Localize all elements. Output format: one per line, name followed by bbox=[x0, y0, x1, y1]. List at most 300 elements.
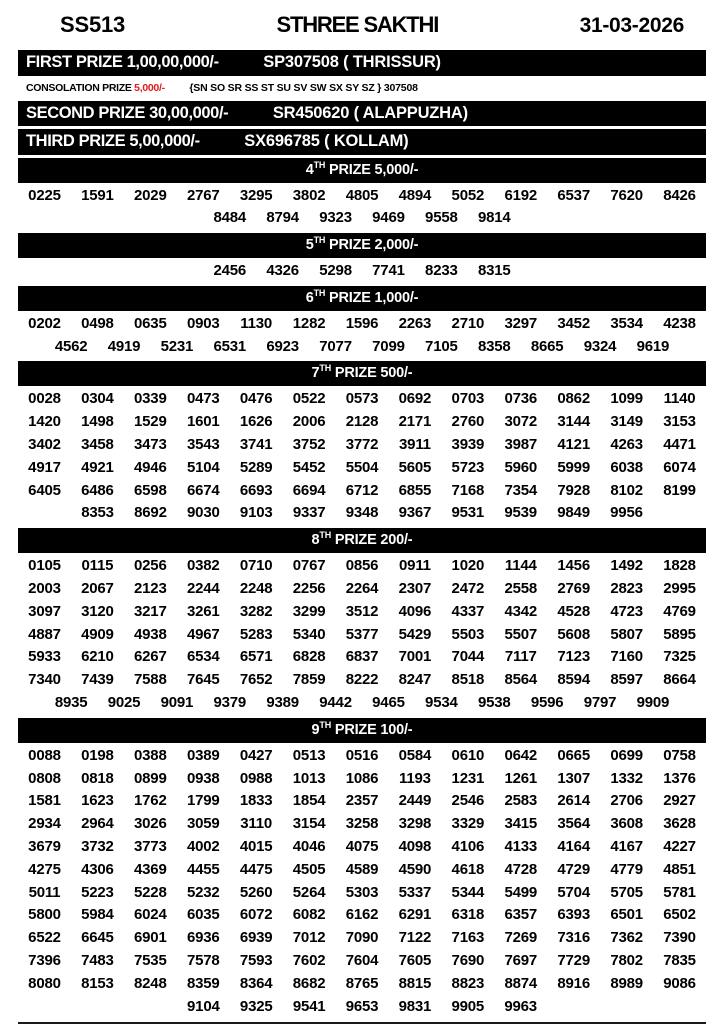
winning-number: 9653 bbox=[345, 997, 379, 1015]
winning-number: 8682 bbox=[292, 974, 326, 992]
winning-number: 4337 bbox=[451, 602, 485, 620]
winning-number: 6923 bbox=[266, 337, 299, 355]
first-prize-ticket: SP307508 ( THRISSUR) bbox=[263, 53, 441, 71]
winning-number: 3217 bbox=[134, 602, 167, 620]
winning-number: 8102 bbox=[610, 481, 643, 499]
winning-number: 2710 bbox=[451, 314, 485, 332]
winning-number: 8080 bbox=[28, 974, 61, 992]
winning-number: 1828 bbox=[663, 557, 696, 575]
winning-number: 1282 bbox=[292, 314, 326, 332]
winning-number: 3258 bbox=[345, 815, 379, 833]
winning-number: 3153 bbox=[663, 413, 696, 431]
winning-number: 1581 bbox=[28, 792, 61, 810]
winning-number: 2244 bbox=[186, 580, 220, 598]
winning-number: 2171 bbox=[398, 413, 432, 431]
winning-number: 3154 bbox=[292, 815, 326, 833]
winning-number: 6267 bbox=[134, 648, 167, 666]
winning-number: 4238 bbox=[663, 314, 696, 332]
winning-number: 8222 bbox=[345, 671, 379, 689]
winning-number: 3458 bbox=[81, 436, 114, 454]
winning-number: 6393 bbox=[557, 906, 590, 924]
winning-number: 5337 bbox=[398, 883, 432, 901]
winning-number: 0339 bbox=[134, 390, 167, 408]
winning-number: 3298 bbox=[398, 815, 432, 833]
prize-sections bbox=[18, 158, 706, 1019]
winning-number: 0767 bbox=[292, 557, 326, 575]
winning-number: 6502 bbox=[663, 906, 696, 924]
prize-ordinal-suffix: TH bbox=[313, 288, 326, 299]
winning-number: 2248 bbox=[239, 580, 273, 598]
winning-number: 9963 bbox=[504, 997, 537, 1015]
winning-number: 4167 bbox=[610, 838, 643, 856]
winning-number: 6534 bbox=[186, 648, 220, 666]
consolation-amount: 5,000/- bbox=[134, 81, 165, 94]
winning-number: 2003 bbox=[28, 580, 61, 598]
winning-number: 0105 bbox=[28, 557, 61, 575]
winning-number: 7340 bbox=[28, 671, 61, 689]
winning-number: 6693 bbox=[239, 481, 273, 499]
winning-number: 5231 bbox=[160, 337, 194, 355]
winning-number: 3608 bbox=[610, 815, 643, 833]
winning-number: 7012 bbox=[292, 929, 326, 947]
winning-number: 6837 bbox=[345, 648, 379, 666]
winning-numbers-row bbox=[18, 457, 706, 480]
winning-numbers-row bbox=[18, 336, 706, 359]
winning-number: 4618 bbox=[451, 860, 485, 878]
winning-number: 0692 bbox=[398, 390, 432, 408]
winning-number: 1492 bbox=[610, 557, 643, 575]
winning-number: 7044 bbox=[451, 648, 485, 666]
winning-number: 6074 bbox=[663, 458, 696, 476]
winning-number: 4369 bbox=[134, 860, 167, 878]
winning-number: 0856 bbox=[345, 557, 379, 575]
winning-number: 7105 bbox=[425, 337, 458, 355]
winning-number: 9619 bbox=[636, 337, 670, 355]
winning-number: 3564 bbox=[557, 815, 590, 833]
winning-number: 6712 bbox=[345, 481, 379, 499]
winning-number: 2307 bbox=[398, 580, 432, 598]
winning-number: 0028 bbox=[28, 390, 61, 408]
winning-number: 7077 bbox=[319, 337, 352, 355]
winning-number: 5507 bbox=[504, 625, 538, 643]
winning-number: 4729 bbox=[557, 860, 590, 878]
winning-number: 4098 bbox=[398, 838, 432, 856]
winning-number: 7099 bbox=[372, 337, 405, 355]
winning-numbers-row bbox=[18, 836, 706, 859]
winning-number: 7690 bbox=[451, 952, 485, 970]
winning-number: 9531 bbox=[451, 504, 485, 522]
winning-number: 8823 bbox=[451, 974, 485, 992]
winning-number: 5960 bbox=[504, 458, 538, 476]
winning-number: 5228 bbox=[134, 883, 167, 901]
winning-numbers-row bbox=[18, 882, 706, 905]
winning-number: 9367 bbox=[398, 504, 432, 522]
winning-number: 8233 bbox=[425, 262, 458, 280]
winning-numbers-row bbox=[18, 927, 706, 950]
winning-number: 9905 bbox=[451, 997, 485, 1015]
winning-number: 2706 bbox=[610, 792, 643, 810]
winning-number: 3911 bbox=[399, 436, 431, 454]
prize-ordinal: 8 bbox=[311, 532, 320, 549]
winning-numbers-grid bbox=[18, 388, 706, 525]
winning-number: 8815 bbox=[398, 974, 432, 992]
winning-number: 4096 bbox=[398, 602, 432, 620]
winning-number: 1498 bbox=[81, 413, 114, 431]
winning-numbers-row bbox=[18, 790, 706, 813]
winning-number: 8989 bbox=[610, 974, 643, 992]
winning-number: 5283 bbox=[239, 625, 273, 643]
winning-number: 6035 bbox=[186, 906, 220, 924]
winning-number: 4306 bbox=[81, 860, 114, 878]
winning-number: 3772 bbox=[345, 436, 379, 454]
winning-number: 4938 bbox=[134, 625, 167, 643]
winning-number: 9956 bbox=[610, 504, 643, 522]
winning-numbers-grid bbox=[18, 260, 706, 283]
winning-number: 5984 bbox=[81, 906, 114, 924]
prize-ordinal: 5 bbox=[305, 237, 314, 254]
prize-ordinal-suffix: TH bbox=[313, 235, 326, 246]
winning-number: 4921 bbox=[81, 458, 114, 476]
draw-date: 31-03-2026 bbox=[579, 14, 684, 37]
winning-number: 8247 bbox=[398, 671, 432, 689]
winning-number: 7122 bbox=[398, 929, 432, 947]
winning-number: 1596 bbox=[345, 314, 379, 332]
winning-number: 5340 bbox=[292, 625, 326, 643]
winning-numbers-row bbox=[18, 260, 706, 283]
winning-number: 3329 bbox=[451, 815, 485, 833]
winning-number: 3939 bbox=[451, 436, 485, 454]
winning-number: 4528 bbox=[557, 602, 590, 620]
winning-number: 7354 bbox=[504, 481, 538, 499]
winning-number: 2067 bbox=[81, 580, 114, 598]
winning-number: 7593 bbox=[239, 952, 273, 970]
winning-number: 8664 bbox=[663, 671, 696, 689]
winning-number: 0573 bbox=[345, 390, 379, 408]
winning-number: 6501 bbox=[610, 906, 643, 924]
winning-number: 7439 bbox=[81, 671, 114, 689]
winning-number: 0635 bbox=[134, 314, 167, 332]
winning-numbers-row bbox=[18, 950, 706, 973]
winning-number: 8248 bbox=[134, 974, 167, 992]
winning-number: 0382 bbox=[186, 557, 220, 575]
winning-number: 0911 bbox=[399, 557, 431, 575]
winning-number: 6674 bbox=[186, 481, 220, 499]
winning-number: 6694 bbox=[292, 481, 326, 499]
winning-number: 0584 bbox=[398, 746, 432, 764]
winning-number: 7928 bbox=[557, 481, 590, 499]
winning-number: 2006 bbox=[292, 413, 326, 431]
prize-title-rest: PRIZE 1,000/- bbox=[325, 289, 419, 306]
prize-title-rest: PRIZE 200/- bbox=[331, 532, 413, 549]
winning-number: 4919 bbox=[107, 337, 141, 355]
winning-number: 5429 bbox=[398, 625, 432, 643]
winning-number: 4909 bbox=[81, 625, 114, 643]
winning-number: 2769 bbox=[557, 580, 590, 598]
prize-title-rest: PRIZE 100/- bbox=[331, 721, 413, 738]
winning-number: 5608 bbox=[557, 625, 590, 643]
winning-number: 8153 bbox=[81, 974, 114, 992]
winning-number: 8358 bbox=[477, 337, 511, 355]
winning-number: 4106 bbox=[451, 838, 485, 856]
winning-number: 6405 bbox=[28, 481, 61, 499]
winning-number: 4002 bbox=[186, 838, 220, 856]
winning-number: 1013 bbox=[292, 769, 326, 787]
winning-number: 7835 bbox=[663, 952, 696, 970]
winning-number: 2583 bbox=[504, 792, 538, 810]
prize-section-header bbox=[18, 286, 706, 311]
winning-number: 6571 bbox=[239, 648, 273, 666]
winning-number: 5503 bbox=[451, 625, 485, 643]
winning-number: 3452 bbox=[557, 314, 590, 332]
winning-numbers-row bbox=[18, 624, 706, 647]
winning-number: 1020 bbox=[451, 557, 485, 575]
prize-ordinal-suffix: TH bbox=[319, 720, 332, 731]
winning-number: 2123 bbox=[134, 580, 167, 598]
winning-number: 0389 bbox=[186, 746, 220, 764]
winning-number: 7620 bbox=[610, 186, 643, 204]
winning-number: 7652 bbox=[239, 671, 273, 689]
winning-number: 5605 bbox=[398, 458, 432, 476]
winning-number: 7163 bbox=[451, 929, 485, 947]
winning-number: 4015 bbox=[239, 838, 273, 856]
winning-number: 2767 bbox=[186, 186, 220, 204]
winning-number: 0899 bbox=[134, 769, 167, 787]
prize-section-header bbox=[18, 528, 706, 553]
winning-number: 9534 bbox=[425, 694, 458, 712]
winning-number: 6024 bbox=[134, 906, 167, 924]
winning-number: 6522 bbox=[28, 929, 61, 947]
winning-numbers-row bbox=[18, 480, 706, 503]
winning-number: 0808 bbox=[28, 769, 61, 787]
winning-number: 0699 bbox=[610, 746, 643, 764]
winning-number: 9379 bbox=[213, 694, 247, 712]
prize-title-rest: PRIZE 5,000/- bbox=[325, 161, 419, 178]
winning-number: 4275 bbox=[28, 860, 61, 878]
winning-number: 8794 bbox=[266, 209, 299, 227]
winning-number: 5223 bbox=[81, 883, 114, 901]
winning-number: 4769 bbox=[663, 602, 696, 620]
second-prize-row bbox=[18, 101, 706, 127]
winning-number: 9091 bbox=[160, 694, 194, 712]
winning-number: 5504 bbox=[345, 458, 379, 476]
winning-number: 0476 bbox=[239, 390, 273, 408]
winning-number: 6939 bbox=[239, 929, 273, 947]
winning-number: 2029 bbox=[134, 186, 167, 204]
first-prize-row bbox=[18, 50, 706, 76]
winning-number: 0703 bbox=[451, 390, 485, 408]
winning-number: 9558 bbox=[425, 209, 458, 227]
winning-number: 6645 bbox=[81, 929, 114, 947]
winning-number: 5377 bbox=[345, 625, 379, 643]
second-prize-label: SECOND PRIZE 30,00,000/- bbox=[26, 103, 229, 122]
winning-number: 3679 bbox=[28, 838, 61, 856]
winning-number: 8518 bbox=[451, 671, 485, 689]
winning-number: 7316 bbox=[557, 929, 590, 947]
winning-number: 2256 bbox=[292, 580, 326, 598]
winning-number: 1261 bbox=[504, 769, 538, 787]
winning-number: 2449 bbox=[398, 792, 432, 810]
third-prize-row bbox=[18, 129, 706, 155]
winning-number: 0642 bbox=[504, 746, 538, 764]
winning-number: 9442 bbox=[319, 694, 352, 712]
prize-section-header bbox=[18, 718, 706, 743]
winning-number: 0256 bbox=[134, 557, 167, 575]
winning-number: 6936 bbox=[186, 929, 220, 947]
winning-number: 4133 bbox=[504, 838, 538, 856]
winning-number: 1231 bbox=[451, 769, 485, 787]
winning-number: 1420 bbox=[28, 413, 61, 431]
winning-number: 8874 bbox=[504, 974, 538, 992]
winning-number: 0758 bbox=[663, 746, 696, 764]
winning-number: 5344 bbox=[451, 883, 485, 901]
winning-number: 7729 bbox=[557, 952, 590, 970]
winning-number: 7269 bbox=[504, 929, 538, 947]
winning-number: 3072 bbox=[504, 413, 538, 431]
winning-number: 4121 bbox=[557, 436, 590, 454]
winning-number: 2927 bbox=[663, 792, 696, 810]
winning-number: 1762 bbox=[134, 792, 167, 810]
winning-number: 7483 bbox=[81, 952, 114, 970]
winning-number: 4342 bbox=[504, 602, 538, 620]
winning-number: 4455 bbox=[186, 860, 220, 878]
winning-number: 1144 bbox=[504, 557, 537, 575]
winning-number: 9030 bbox=[187, 504, 220, 522]
winning-numbers-row bbox=[18, 313, 706, 336]
winning-number: 4326 bbox=[266, 262, 299, 280]
winning-number: 5104 bbox=[186, 458, 220, 476]
winning-number: 4562 bbox=[54, 337, 88, 355]
winning-number: 4475 bbox=[239, 860, 273, 878]
winning-number: 4471 bbox=[663, 436, 696, 454]
winning-number: 7117 bbox=[504, 648, 537, 666]
winning-number: 3144 bbox=[557, 413, 590, 431]
winning-number: 0115 bbox=[81, 557, 114, 575]
winning-number: 6038 bbox=[610, 458, 643, 476]
winning-number: 7168 bbox=[451, 481, 485, 499]
winning-number: 8597 bbox=[610, 671, 643, 689]
winning-number: 7578 bbox=[186, 952, 220, 970]
winning-numbers-grid bbox=[18, 313, 706, 359]
winning-number: 0513 bbox=[292, 746, 326, 764]
winning-number: 0427 bbox=[239, 746, 273, 764]
first-prize-label: FIRST PRIZE 1,00,00,000/- bbox=[26, 53, 219, 71]
winning-number: 1099 bbox=[610, 390, 643, 408]
winning-numbers-row bbox=[18, 904, 706, 927]
winning-number: 6357 bbox=[504, 906, 538, 924]
winning-number: 9348 bbox=[345, 504, 379, 522]
winning-number: 9323 bbox=[319, 209, 352, 227]
winning-number: 2546 bbox=[451, 792, 485, 810]
winning-number: 3097 bbox=[28, 602, 61, 620]
prize-ordinal: 6 bbox=[305, 289, 314, 306]
winning-number: 1799 bbox=[186, 792, 220, 810]
consolation-series: {SN SO SR SS ST SU SV SW SX SY SZ } 307508 bbox=[189, 81, 418, 94]
winning-number: 0903 bbox=[186, 314, 220, 332]
winning-number: 8765 bbox=[345, 974, 379, 992]
winning-number: 0516 bbox=[345, 746, 379, 764]
winning-numbers-grid bbox=[18, 185, 706, 231]
winning-number: 8426 bbox=[663, 186, 696, 204]
prize-title-rest: PRIZE 500/- bbox=[331, 365, 413, 382]
winning-number: 1130 bbox=[240, 314, 273, 332]
winning-number: 3512 bbox=[345, 602, 379, 620]
winning-number: 3534 bbox=[610, 314, 643, 332]
winning-number: 4887 bbox=[28, 625, 61, 643]
winning-number: 7160 bbox=[610, 648, 643, 666]
winning-number: 5499 bbox=[504, 883, 538, 901]
winning-number: 6537 bbox=[557, 186, 590, 204]
winning-number: 7802 bbox=[610, 952, 643, 970]
winning-number: 0938 bbox=[186, 769, 220, 787]
winning-number: 6486 bbox=[81, 481, 114, 499]
winning-number: 8665 bbox=[530, 337, 564, 355]
winning-number: 3297 bbox=[504, 314, 538, 332]
winning-number: 0818 bbox=[81, 769, 114, 787]
results-content bbox=[18, 50, 706, 1024]
winning-number: 0088 bbox=[28, 746, 61, 764]
winning-numbers-row bbox=[18, 859, 706, 882]
consolation-label: CONSOLATION PRIZE bbox=[26, 81, 132, 94]
winning-number: 1332 bbox=[610, 769, 643, 787]
winning-number: 7645 bbox=[186, 671, 220, 689]
winning-number: 7362 bbox=[610, 929, 643, 947]
winning-number: 5289 bbox=[239, 458, 273, 476]
winning-number: 1591 bbox=[81, 186, 114, 204]
winning-number: 4164 bbox=[557, 838, 590, 856]
winning-number: 8916 bbox=[557, 974, 590, 992]
winning-numbers-row bbox=[18, 996, 706, 1019]
winning-number: 0473 bbox=[186, 390, 220, 408]
winning-number: 1376 bbox=[663, 769, 696, 787]
winning-number: 1086 bbox=[345, 769, 379, 787]
winning-number: 9539 bbox=[504, 504, 537, 522]
winning-number: 9086 bbox=[663, 974, 696, 992]
winning-number: 3295 bbox=[239, 186, 273, 204]
winning-number: 9541 bbox=[292, 997, 326, 1015]
consolation-prize-row bbox=[18, 79, 706, 98]
winning-number: 0610 bbox=[451, 746, 485, 764]
winning-number: 5452 bbox=[292, 458, 326, 476]
winning-numbers-row bbox=[18, 207, 706, 230]
winning-numbers-row bbox=[18, 601, 706, 624]
winning-number: 1193 bbox=[399, 769, 431, 787]
winning-number: 5011 bbox=[28, 883, 61, 901]
winning-number: 0736 bbox=[504, 390, 538, 408]
winning-number: 6210 bbox=[81, 648, 114, 666]
winning-number: 1854 bbox=[292, 792, 326, 810]
winning-number: 4227 bbox=[663, 838, 696, 856]
winning-number: 5999 bbox=[557, 458, 590, 476]
winning-number: 4046 bbox=[292, 838, 326, 856]
winning-numbers-grid bbox=[18, 555, 706, 715]
winning-number: 7697 bbox=[504, 952, 538, 970]
winning-number: 0522 bbox=[292, 390, 326, 408]
winning-number: 2934 bbox=[28, 815, 61, 833]
winning-numbers-row bbox=[18, 185, 706, 208]
winning-number: 5704 bbox=[557, 883, 590, 901]
prize-title-rest: PRIZE 2,000/- bbox=[325, 237, 419, 254]
winning-number: 3473 bbox=[134, 436, 167, 454]
winning-number: 4967 bbox=[186, 625, 220, 643]
winning-number: 3402 bbox=[28, 436, 61, 454]
winning-number: 5705 bbox=[610, 883, 643, 901]
winning-number: 1626 bbox=[239, 413, 273, 431]
winning-number: 0665 bbox=[557, 746, 590, 764]
winning-number: 4723 bbox=[610, 602, 643, 620]
winning-number: 3543 bbox=[186, 436, 220, 454]
winning-number: 8935 bbox=[54, 694, 88, 712]
winning-number: 1833 bbox=[239, 792, 273, 810]
